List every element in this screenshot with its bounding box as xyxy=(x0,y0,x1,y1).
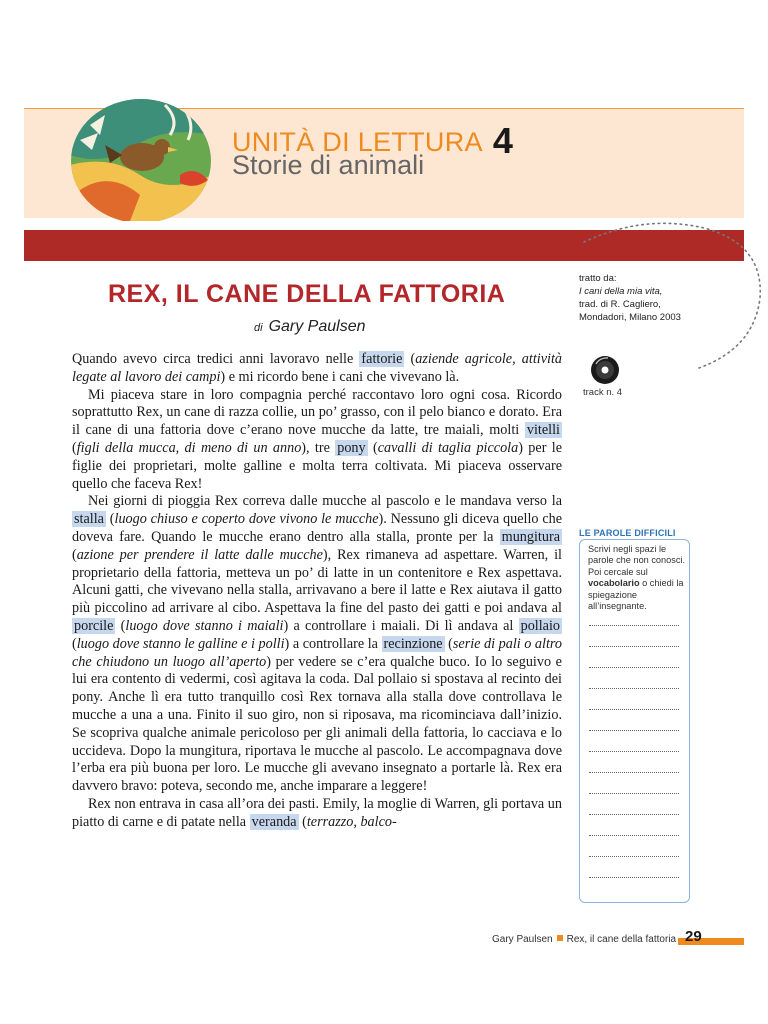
answer-line[interactable] xyxy=(589,730,679,731)
answer-line[interactable] xyxy=(589,856,679,857)
source-note xyxy=(579,272,749,324)
answer-line[interactable] xyxy=(589,709,679,710)
difficult-word: vitelli xyxy=(526,422,560,439)
unit-number: 4 xyxy=(492,120,514,161)
audio-cd-icon[interactable] xyxy=(590,355,620,385)
animal-illustration-icon xyxy=(70,95,212,221)
story-title: REX, IL CANE DELLA FATTORIA xyxy=(108,280,506,308)
difficult-word: fattorie xyxy=(361,351,403,367)
source-publisher: Mondadori, Milano 2003 xyxy=(579,312,681,323)
track-label: track n. 4 xyxy=(583,387,623,398)
paragraph-4: Rex non entrava in casa all’ora dei pasti. Emily, la moglie di Warren, gli portava un piatto di carne e di patate nella veranda (terrazzo, balco- xyxy=(72,795,562,830)
difficult-word: veranda xyxy=(251,813,297,830)
footer-separator-icon xyxy=(557,935,563,941)
paragraph-1: Quando avevo circa tredici anni lavoravo nelle fattorie (aziende agricole, attività legate al lavoro dei campi) e mi ricordo bene i cani che vivevano là. xyxy=(72,351,562,385)
answer-line[interactable] xyxy=(589,877,679,878)
difficult-word: stalla xyxy=(74,511,104,528)
source-line: tratto da: xyxy=(579,273,617,284)
footer-running-head xyxy=(492,934,676,945)
difficult-word: porcile xyxy=(74,617,114,634)
difficult-words-box xyxy=(579,539,690,903)
answer-line[interactable] xyxy=(589,667,679,668)
difficult-word: recinzione xyxy=(383,635,443,652)
story-body xyxy=(72,351,562,832)
paragraph-2: Mi piaceva stare in loro compagnia perché raccontavo loro ogni cosa. Ricordo soprattutto Rex, un cane di razza collie, un po’ grasso, con il pelo bianco e dorato. Era il cane di una fattoria dove c’erano nove mucche da latte, tre maiali, molti vitelli (figli della mucca, di meno di un anno), tre pony (cavalli di taglia piccola) per le figlie dei proprietari, molte galline e molta terra coltivata. Mi piaceva osservare quello che faceva Rex! xyxy=(72,386,563,492)
source-translator: trad. di R. Cagliero, xyxy=(579,299,661,310)
gloss: cavalli di taglia piccola xyxy=(377,439,519,456)
page-number: 29 xyxy=(685,928,702,945)
footer-title: Rex, il cane della fattoria xyxy=(566,934,677,945)
answer-line[interactable] xyxy=(589,772,679,773)
gloss: luogo dove stanno le galline e i polli xyxy=(76,635,285,652)
difficult-word: mungitura xyxy=(501,528,560,545)
difficult-word: pollaio xyxy=(520,617,561,634)
author-name: Gary Paulsen xyxy=(268,318,366,335)
difficult-words-label: LE PAROLE DIFFICILI xyxy=(579,528,676,538)
unit-label: UNITÀ DI LETTURA xyxy=(232,127,483,157)
page xyxy=(24,50,744,968)
difficult-word: pony xyxy=(337,439,366,456)
difficult-words-instructions: Scrivi negli spazi le parole che non conosci. Poi cercale sul vocabolario o chiedi la spiegazione all’insegnante. xyxy=(588,544,686,612)
answer-line[interactable] xyxy=(589,625,679,626)
footer-author: Gary Paulsen xyxy=(492,934,553,945)
answer-line[interactable] xyxy=(589,646,679,647)
unit-subtitle: Storie di animali xyxy=(232,150,425,180)
gloss: luogo dove stanno i maiali xyxy=(125,617,284,634)
gloss: terrazzo, balco- xyxy=(306,813,397,830)
byline xyxy=(254,318,366,336)
gloss: luogo chiuso e coperto dove vivono le mucche xyxy=(114,511,379,528)
answer-line[interactable] xyxy=(589,814,679,815)
answer-line[interactable] xyxy=(589,751,679,752)
gloss: aziende agricole, attività legate al lavoro dei campi xyxy=(72,351,562,385)
gloss: figli della mucca, di meno di un anno xyxy=(76,439,302,456)
paragraph-3: Nei giorni di pioggia Rex correva dalle mucche al pascolo e le mandava verso la stalla (luogo chiuso e coperto dove vivono le mucche). Nessuno gli diceva quello che doveva fare. Quando le mucche erano dentro alla stalla, pronte per la mungitura (azione per prendere il latte dalle mucche), Rex rimaneva ad aspettare. Warren, il proprietario della fattoria, metteva un po’ di latte in un contenitore e Rex aspettava. Alcuni gatti, che vivevano nella stalla, arrivavano a bere il latte e Rex aiutava il gatto più piccolino ad arrivare al cibo. Aspettava la fine del pasto dei gatti e poi andava al porcile (luogo dove stanno i maiali) a controllare i maiali. Di lì andava al pollaio (luogo dove stanno le galline e i polli) a controllare la recinzione (serie di pali o altro che chiudono un luogo all’aperto) per vedere se c’era qualche buco. Io lo seguivo e lui era contento di vedermi, così agitava la coda. Dal pollaio si spostava al recinto dei pony. Anche lì era tutto tranquillo così Rex tornava alla stalla dove controllava le mucche a una a una. Finito il suo giro, non si riposava, ma ricominciava dall’inizio. Se scopriva qualche animale pericoloso per gli animali della fattoria, lo cacciava e lo uccideva. Dopo la mungitura, riportava le mucche al pascolo. Le accompagnava dove l’erba era più buona per loro. Le mucche gli avevano insegnato a portarle là. Rex era davvero bravo: poteva, secondo me, anche imparare a leggere! xyxy=(72,493,563,795)
source-book: I cani della mia vita, xyxy=(579,286,663,297)
byline-prefix: di xyxy=(254,322,263,334)
gloss: serie di pali o altro che chiudono un luogo all’aperto xyxy=(72,635,562,670)
answer-line[interactable] xyxy=(589,688,679,689)
gloss: azione per prendere il latte dalle mucche xyxy=(76,546,323,563)
answer-line[interactable] xyxy=(589,793,679,794)
answer-line[interactable] xyxy=(589,835,679,836)
